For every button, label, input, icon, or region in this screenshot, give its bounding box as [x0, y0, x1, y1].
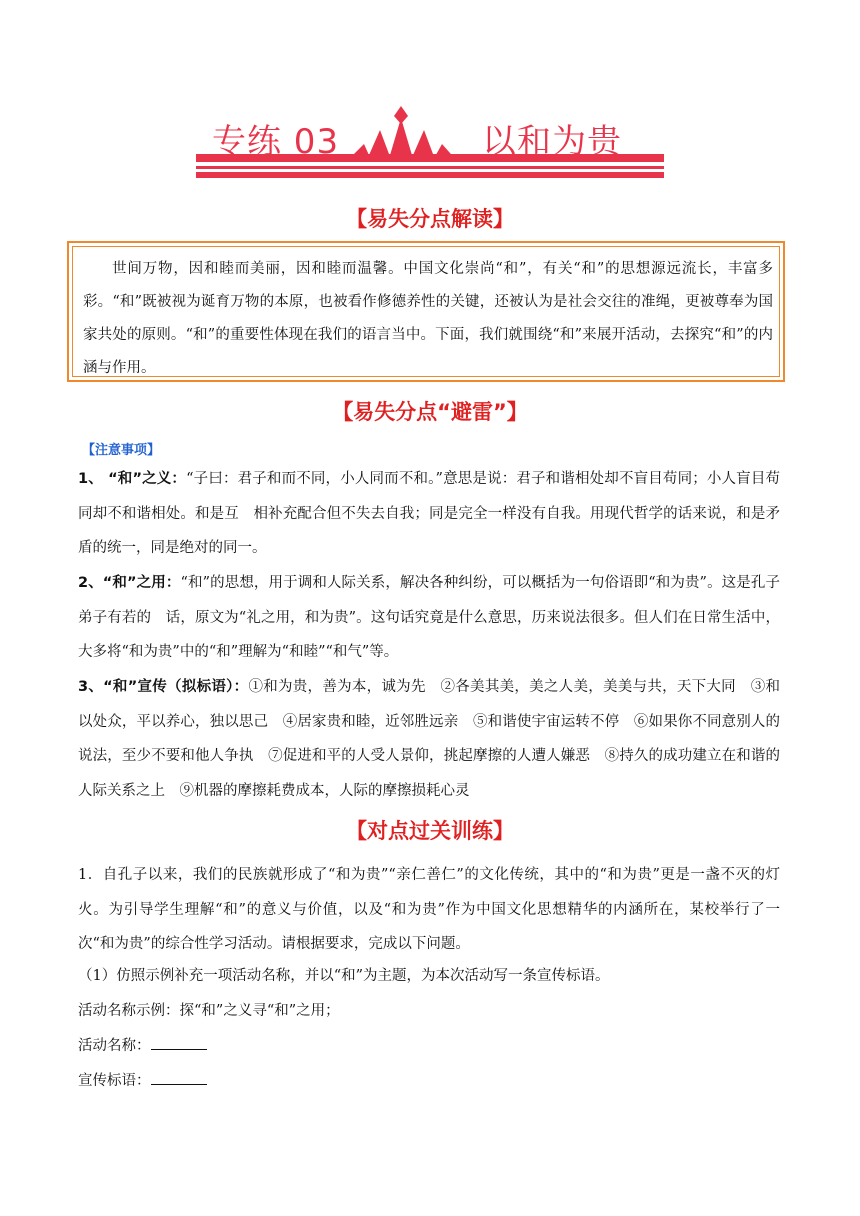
slogan-label: 宣传标语： — [78, 1073, 151, 1089]
point-1-text: “子曰：君子和而不同，小人同而不和。”意思是说：君子和谐相处却不盲目苟同；小人盲目苟同却不和谐相处。和是互 相补充配合但不失去自我；同是完全一样没有自我。用现代哲学的话来说，和是矛盾的统一，同是绝对的同一。 — [78, 471, 780, 556]
section-heading-avoid: 【易失分点“避雷”】 — [332, 400, 528, 424]
point-2-text: “和”的思想，用于调和人际关系，解决各种纠纷，可以概括为一句俗语即“和为贵”。这是孔子弟子有若的 话，原文为“礼之用，和为贵”。这句话究竟是什么意思，历来说法很多。但人们在日常生活中，大多将“和为贵”中的“和”理解为“和睦”“和气”等。 — [78, 575, 780, 660]
slogan-line — [78, 1069, 207, 1090]
point-3-text: ①和为贵，善为本，诚为先 ②各美其美，美之人美，美美与共，天下大同 ③和以处众，平以养心，独以思己 ④居家贵和睦，近邻胜远亲 ⑤和谐使宇宙运转不停 ⑥如果你不同意别人的说法，至少不要和他人争执 ⑦促进和平的人受人景仰，挑起摩擦的人遭人嫌恶 ⑧持久的成功建立在和谐的人际关系之上 ⑨机器的摩擦耗费成本，人际的摩擦损耗心灵 — [78, 679, 780, 799]
intro-paragraph: 世间万物，因和睦而美丽，因和睦而温馨。中国文化崇尚“和”，有关“和”的思想源远流长，丰富多彩。“和”既被视为诞育万物的本原，也被看作修德养性的关键，还被认为是社会交往的准绳，更被尊奉为国家共处的原则。“和”的重要性体现在我们的语言当中。下面，我们就围绕“和”来展开活动，去探究“和”的内涵与作用。 — [83, 261, 773, 376]
point-2-head: 2、“和”之用： — [78, 575, 181, 591]
title-banner — [196, 104, 664, 184]
activity-name-label: 活动名称： — [78, 1038, 151, 1054]
intro-box — [67, 241, 785, 382]
point-3-head: 3、“和”宣传（拟标语）： — [78, 679, 249, 695]
slogan-blank[interactable] — [151, 1070, 207, 1085]
question-1-part-1: （1）仿照示例补充一项活动名称，并以“和”为主题，为本次活动写一条宣传标语。 — [78, 968, 610, 984]
section-heading-training: 【对点过关训练】 — [346, 819, 514, 843]
activity-name-blank[interactable] — [151, 1035, 207, 1050]
point-1 — [78, 462, 780, 566]
banner-right-text: 以和为贵 — [482, 122, 622, 162]
point-3 — [78, 670, 780, 808]
section-heading-interpretation: 【易失分点解读】 — [346, 207, 514, 231]
question-1: 1．自孔子以来，我们的民族就形成了“和为贵”“亲仁善仁”的文化传统，其中的“和为贵”更是一盏不灭的灯火。为引导学生理解“和”的意义与价值，以及“和为贵”作为中国文化思想精华的内涵所在，某校举行了一次“和为贵”的综合性学习活动。请根据要求，完成以下问题。 — [78, 867, 780, 952]
banner-left-text: 专练 03 — [212, 122, 340, 162]
point-2 — [78, 566, 780, 670]
activity-name-line — [78, 1034, 207, 1055]
note-label: 【注意事项】 — [82, 443, 161, 458]
activity-example: 活动名称示例：探“和”之义寻“和”之用； — [78, 1003, 340, 1019]
point-1-head: 1、 “和”之义： — [78, 471, 187, 487]
